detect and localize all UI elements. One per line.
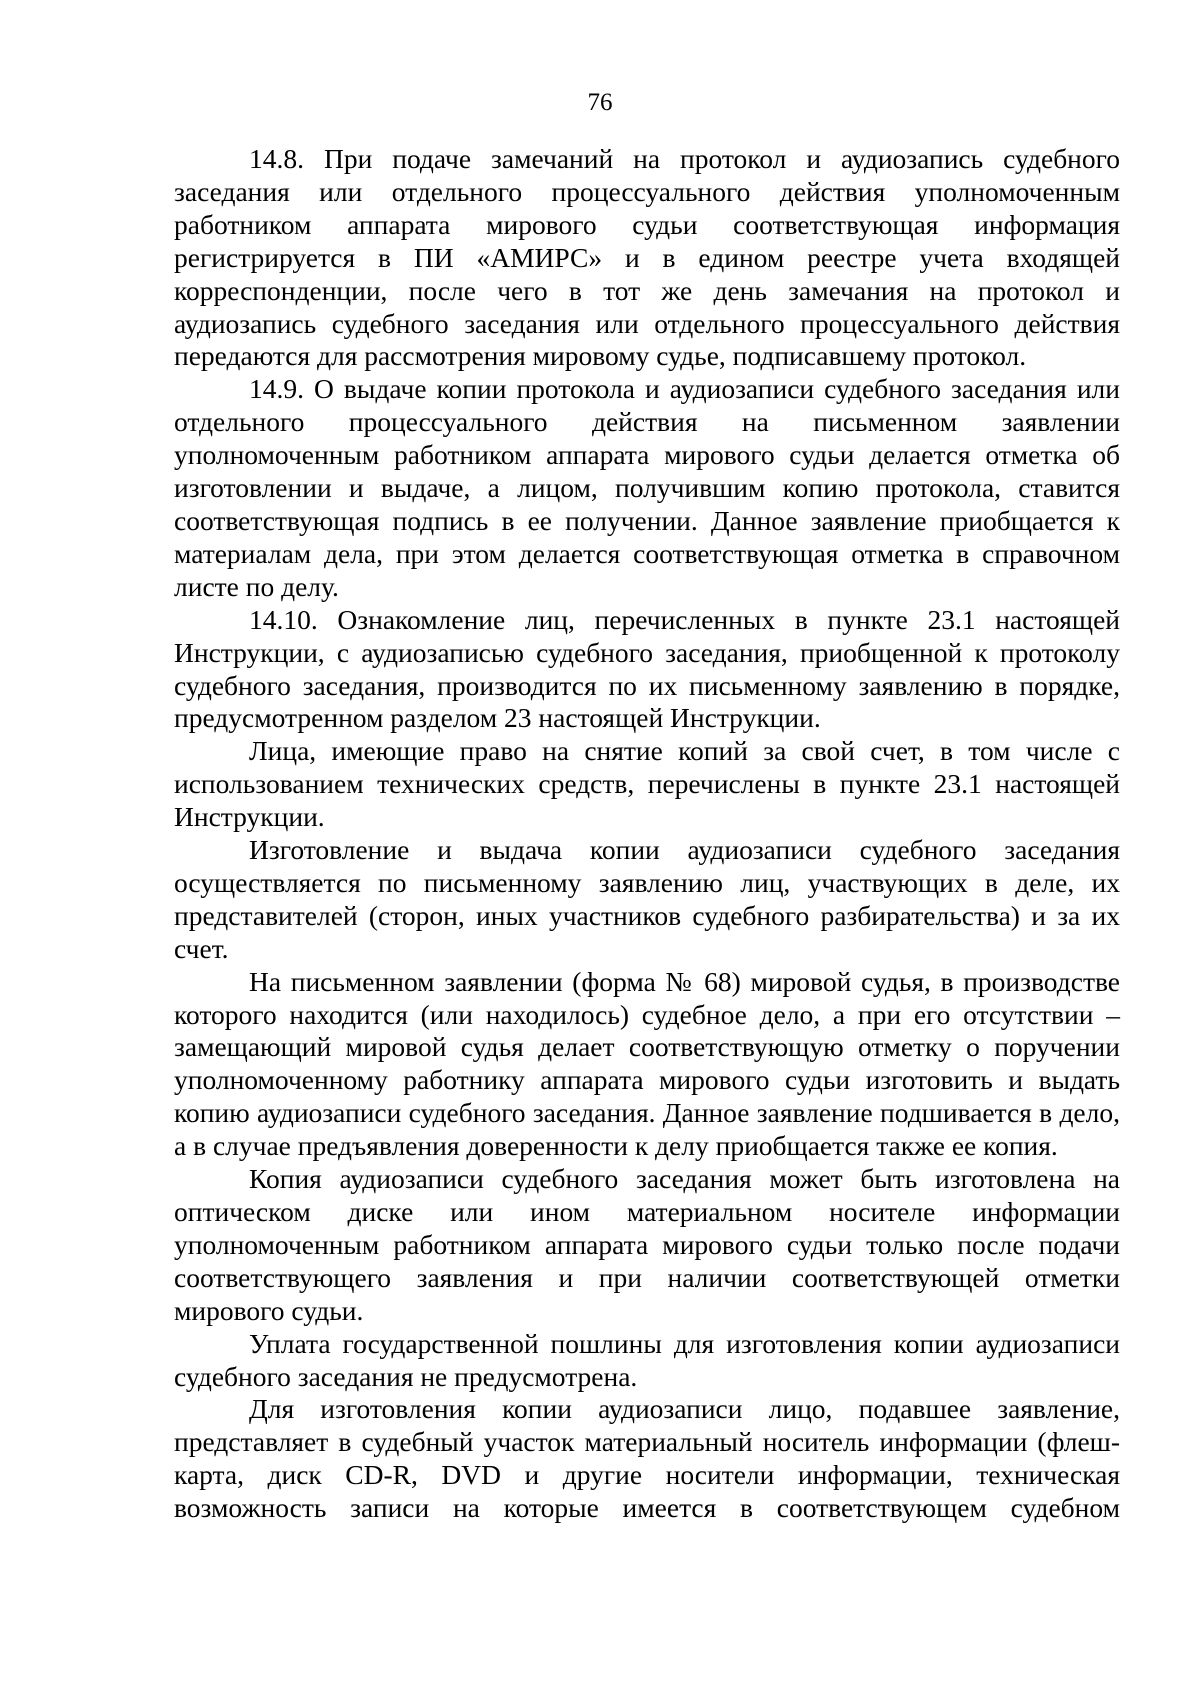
paragraph-14-10: 14.10. Ознакомление лиц, перечисленных в пункте 23.1 настоящей Инструкции, с аудиозаписью судебного заседания, приобщенной к протоколу судебного заседания, производится по их письменному заявлению в порядке, предусмотренном разделом 23 настоящей Инструкции. [174, 603, 1120, 734]
paragraph-copy-issuance: Изготовление и выдача копии аудиозаписи судебного заседания осуществляется по письменному заявлению лиц, участвующих в деле, их представителей (сторон, иных участников судебного разбирательства) и за их счет. [174, 834, 1120, 964]
document-body [174, 143, 1120, 1525]
paragraph-copy-media: Копия аудиозаписи судебного заседания может быть изготовлена на оптическом диске или ином материальном носителе информации уполномоченным работником аппарата мирового судьи только после подачи соответствующего заявления и при наличии соответствующей отметки мирового судьи. [174, 1163, 1120, 1326]
paragraph-copy-rights: Лица, имеющие право на снятие копий за свой счет, в том числе с использованием технических средств, перечислены в пункте 23.1 настоящей Инструкции. [174, 735, 1120, 833]
paragraph-14-9: 14.9. О выдаче копии протокола и аудиозаписи судебного заседания или отдельного процессуального действия на письменном заявлении уполномоченным работником аппарата мирового судьи делается отметка об изготовлении и выдаче, а лицом, получившим копию протокола, ставится соответствующая подпись в ее получении. Данное заявление приобщается к материалам дела, при этом делается соответствующая отметка в справочном листе по делу. [174, 373, 1120, 602]
paragraph-media-provision: Для изготовления копии аудиозаписи лицо, подавшее заявление, представляет в судебный участок материальный носитель информации (флеш-карта, диск CD-R, DVD и другие носители информации, техническая возможность записи на которые имеется в соответствующем судебном [174, 1393, 1120, 1524]
paragraph-written-application: На письменном заявлении (форма № 68) мировой судья, в производстве которого находится (или находилось) судебное дело, а при его отсутствии – замещающий мировой судья делает соответствующую отметку о поручении уполномоченному работнику аппарата мирового судьи изготовить и выдать копию аудиозаписи судебного заседания. Данное заявление подшивается в дело, а в случае предъявления доверенности к делу приобщается также ее копия. [174, 965, 1120, 1162]
paragraph-state-fee: Уплата государственной пошлины для изготовления копии аудиозаписи судебного заседания не предусмотрена. [174, 1327, 1120, 1392]
paragraph-14-8: 14.8. При подаче замечаний на протокол и аудиозапись судебного заседания или отдельного процессуального действия уполномоченным работником аппарата мирового судьи соответствующая информация регистрируется в ПИ «АМИРС» и в едином реестре учета входящей корреспонденции, после чего в тот же день замечания на протокол и аудиозапись судебного заседания или отдельного процессуального действия передаются для рассмотрения мировому судье, подписавшему протокол. [174, 143, 1120, 372]
page-number: 76 [587, 89, 613, 116]
